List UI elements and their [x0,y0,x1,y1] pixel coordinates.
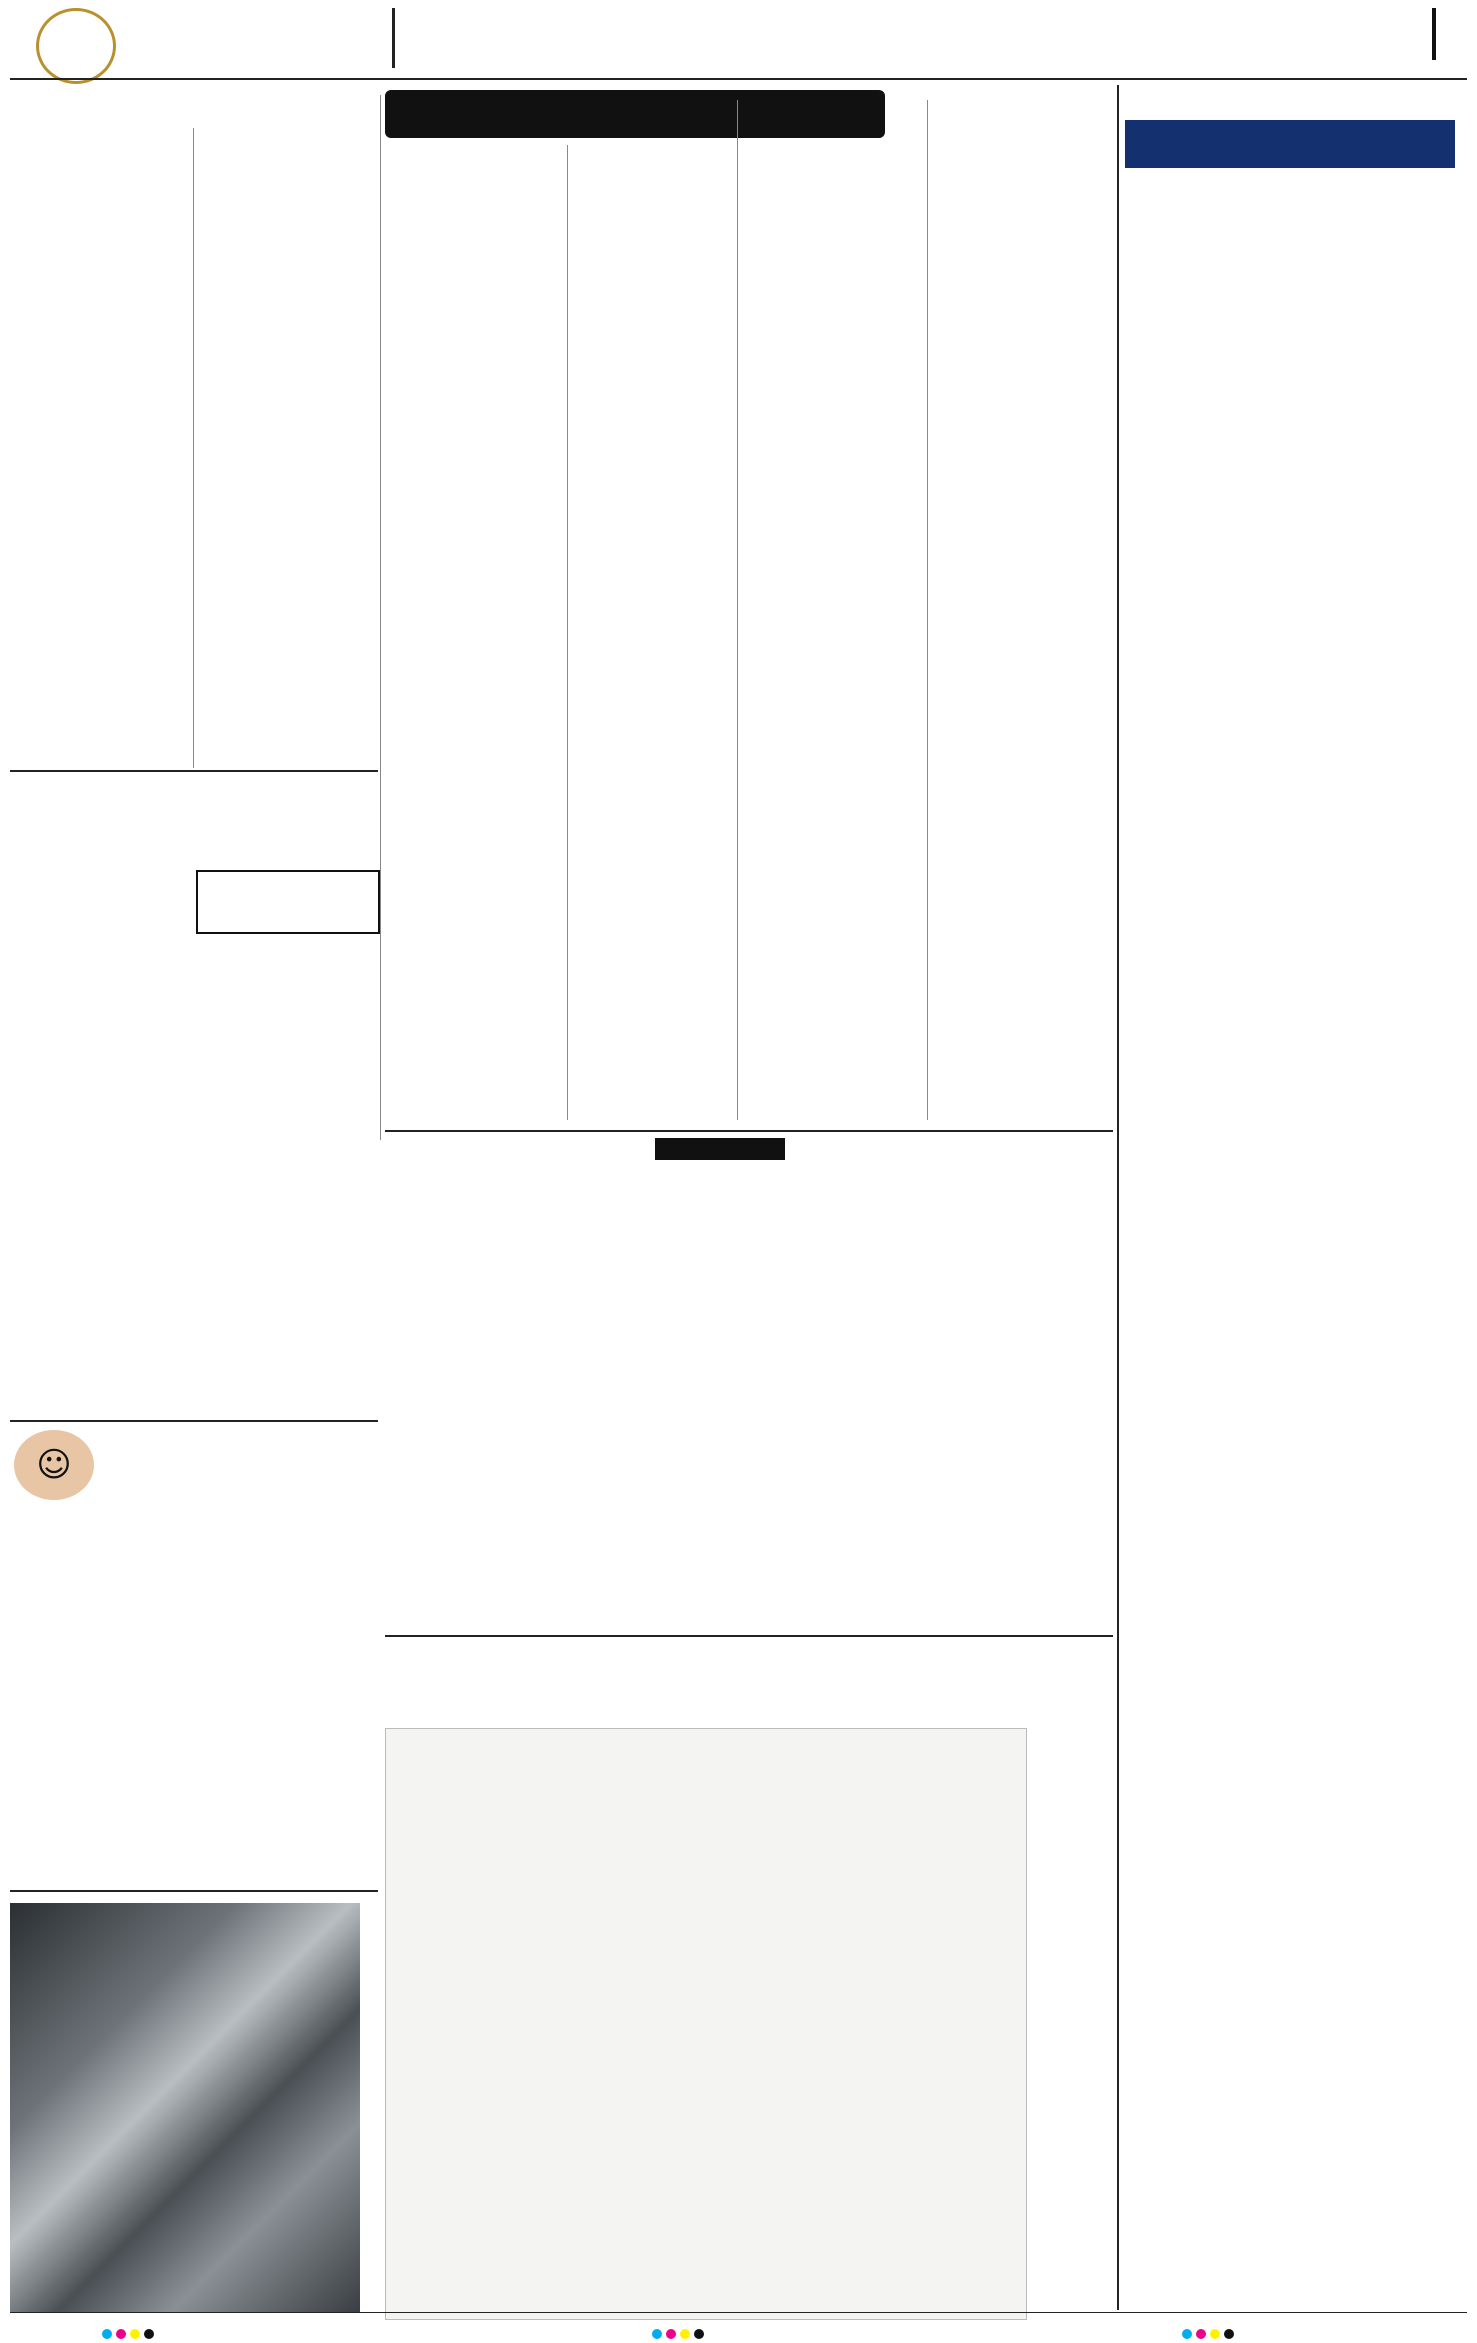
memo-number [716,1751,1014,1762]
port-story-body [385,1200,745,1630]
story-rule [10,1420,378,1422]
column-divider [567,145,568,1120]
section-header [1250,6,1450,72]
mamdani-story-body-top [755,1165,1110,1445]
story-rule [10,770,378,772]
mamdani-story-body [755,1485,1110,1625]
masthead-divider [392,8,395,68]
panjika-text [1125,2175,1455,2305]
bus-story-body [10,935,378,1375]
memo-document-image [385,1728,1027,2320]
anniversary-ring-icon [36,8,116,84]
mayfair-story-body-left [385,1680,745,1725]
rashifal-title [1125,120,1455,168]
satellite-image [10,1903,360,2313]
story-rule [385,1635,1113,1637]
column-divider [193,128,194,768]
rashifal-divider [1117,85,1119,2310]
newspaper-logo [14,6,134,82]
cartoon-face-icon: ☺ [14,1430,94,1500]
bus-story-subhead-box [196,870,380,934]
footer-rule [10,2312,1467,2313]
story-rule [385,1130,1113,1132]
masthead-rule [10,78,1467,80]
cmyk-marks [650,2324,706,2343]
story-rule [10,1890,378,1892]
continued-kicker [655,1138,785,1160]
events-banner [385,90,885,138]
cmyk-marks [100,2324,156,2343]
column-divider [927,100,928,1120]
column-divider [380,95,381,1140]
column-divider [737,100,738,1120]
mayfair-story-body-right [755,1643,1110,1725]
jhagadamali-verse [20,1560,370,1810]
section-separator [1432,8,1436,60]
print-registration-strip [0,2318,1477,2339]
cmyk-marks [1180,2324,1236,2343]
